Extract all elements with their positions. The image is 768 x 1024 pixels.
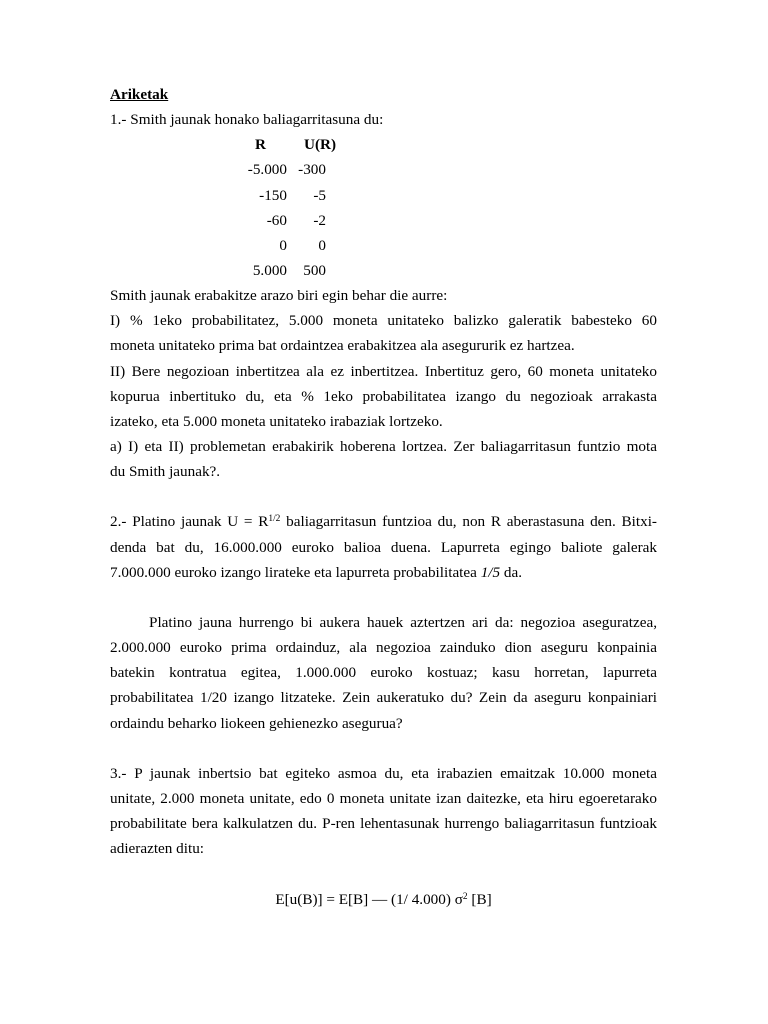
cell-r: 0: [279, 236, 287, 254]
exercise2-text: baliagarritasun funtzioa du, non R aberastasuna den. Bitxi-: [280, 513, 657, 531]
exercise2-text: 7.000.000 euroko izango lirateke eta lapurreta probabilitatea: [110, 563, 481, 581]
exercise2-paragraph2-line: 2.000.000 euroko prima ordainduz, ala negozioa zainduko dion aseguru konpainia: [110, 639, 657, 657]
section-heading: [110, 82, 657, 107]
exercise3-line: probabilitate bera kalkulatzen du. P-ren lehentasunak hurrengo baliagarritasun funtzioak: [110, 815, 657, 833]
table-row: [110, 258, 657, 283]
formula-text: E[u(B)] = E[B] — (1/ 4.000) σ: [275, 890, 463, 908]
cell-r: -5.000: [247, 161, 287, 179]
cell-ur: -5: [313, 186, 326, 204]
exercise1-text-line: I) % 1eko probabilitatez, 5.000 moneta unitateko balizko galeratik babesteko 60: [110, 312, 657, 330]
exercise1-text-line: du Smith jaunak?.: [110, 463, 221, 481]
exercise1-text-line: kopurua inbertituko du, eta % 1eko probabilitatea izango du negozioak arrakasta: [110, 387, 657, 405]
exercise2-text: 2.- Platino jaunak U = R: [110, 513, 269, 531]
cell-ur: -300: [298, 161, 326, 179]
exercise3-line: unitate, 2.000 moneta unitate, edo 0 moneta unitate izan daitezke, eta hiru egoeretarako: [110, 789, 657, 807]
cell-r: -60: [266, 211, 287, 229]
cell-ur: -2: [313, 211, 326, 229]
exercise2-paragraph2-line: batekin kontratua egitea, 1.000.000 euroko kostuaz; kasu horretan, lapurreta: [110, 664, 657, 682]
exercise2-line: denda bat du, 16.000.000 euroko balioa duena. Lapurreta egingo baliote galerak: [110, 538, 657, 556]
exercise3-line: 3.- P jaunak inbertsio bat egiteko asmoa du, eta irabazien emaitzak 10.000 moneta: [110, 764, 657, 782]
paragraph-spacer: [110, 736, 657, 761]
cell-ur: 0: [318, 236, 326, 254]
exercise2-paragraph2-line: Platino jauna hurrengo bi aukera hauek aztertzen ari da: negozioa aseguratzea,: [149, 613, 657, 631]
paragraph-spacer: [110, 861, 657, 886]
exercise1-text-line: izateko, eta 5.000 moneta unitateko irabaziak lortzeko.: [110, 412, 443, 430]
formula-text: [B]: [467, 890, 492, 908]
paragraph-spacer: [110, 585, 657, 610]
exercise2-paragraph2-line: probabilitatea 1/20 izango litzateke. Zein aukeratuko du? Zein da aseguru konpainiari: [110, 689, 657, 707]
table-row: [110, 157, 657, 182]
exercise1-text-line: moneta unitateko prima bat ordaintzea erabakitzea ala asegururik ez hartzea.: [110, 337, 575, 355]
column-header-ur: U(R): [304, 136, 337, 154]
exercise2-line: [110, 509, 657, 534]
exercise2-line: [110, 560, 657, 585]
paragraph-spacer: [110, 484, 657, 509]
probability-italic: 1/5: [480, 563, 501, 581]
table-row: [110, 233, 657, 258]
document-body: [110, 82, 657, 912]
utility-table-header: [110, 132, 657, 157]
exercise1-intro: 1.- Smith jaunak honako baliagarritasuna du:: [110, 111, 384, 129]
table-row: [110, 183, 657, 208]
heading-text: Ariketak: [110, 86, 169, 103]
table-row: [110, 208, 657, 233]
exponent-superscript: 1/2: [268, 514, 281, 525]
column-header-r: R: [255, 136, 266, 154]
exercise2-text: da.: [500, 563, 523, 581]
cell-ur: 500: [303, 261, 326, 279]
exercise3-line: adierazten ditu:: [110, 840, 205, 858]
cell-r: -150: [259, 186, 287, 204]
exercise1-text-line: a) I) eta II) problemetan erabakirik hoberena lortzea. Zer baliagarritasun funtzio mota: [110, 437, 657, 455]
formula-exponent: 2: [462, 891, 468, 902]
exercise1-text-line: Smith jaunak erabakitze arazo biri egin behar die aurre:: [110, 287, 448, 305]
utility-formula: [110, 887, 657, 912]
cell-r: 5.000: [252, 261, 287, 279]
exercise2-paragraph2-line: ordaindu beharko liokeen gehienezko asegurua?: [110, 714, 403, 732]
exercise1-text-line: II) Bere negozioan inbertitzea ala ez inbertitzea. Inbertituz gero, 60 moneta unitateko: [110, 362, 657, 380]
